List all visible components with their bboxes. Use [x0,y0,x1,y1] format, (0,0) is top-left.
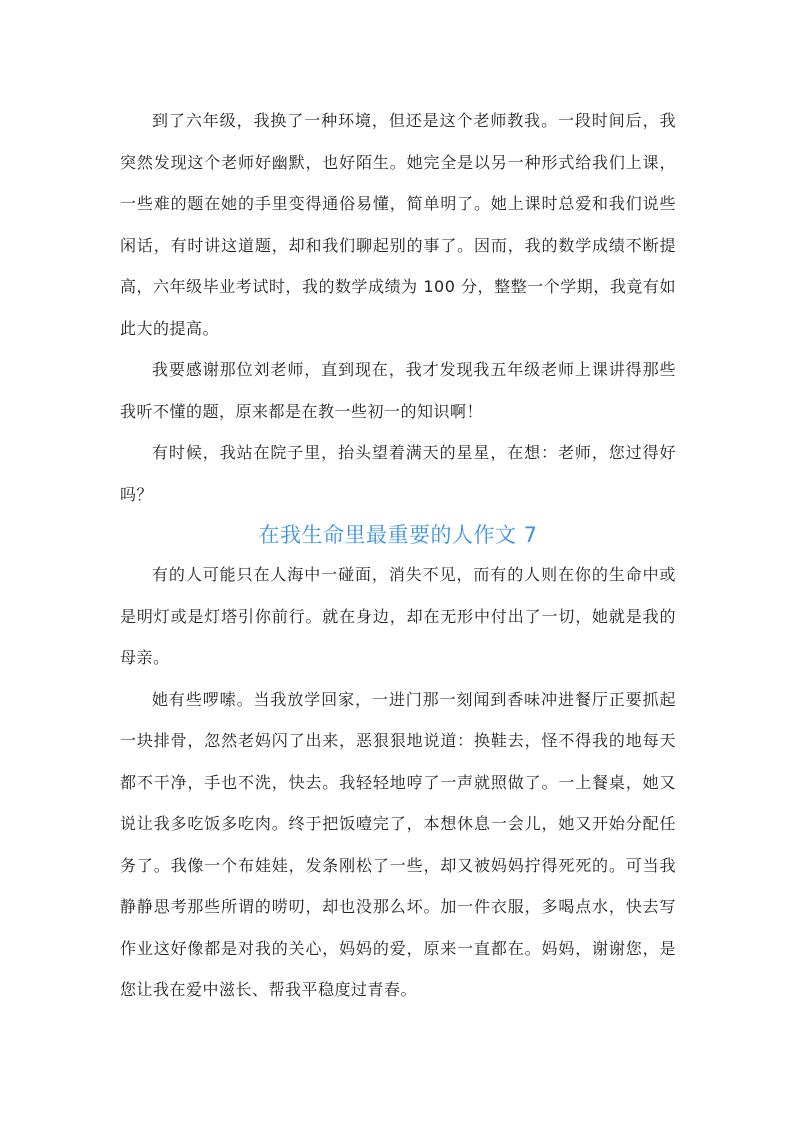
paragraph-thanks-teacher: 我要感谢那位刘老师，直到现在，我才发现我五年级老师上课讲得那些我听不懂的题，原来都是在教一些初一的知识啊！ [120,360,676,421]
paragraph-mother-nagging: 她有些啰嗦。当我放学回家，一进门那一刻闻到香味冲进餐厅正要抓起一块排骨，忽然老妈闪了出来，恶狠狠地说道：换鞋去，怪不得我的地每天都不干净，手也不洗，快去。我轻轻地哼了一声就照做了。一上餐桌，她又说让我多吃饭多吃肉。终于把饭噎完了，本想休息一会儿，她又开始分配任务了。我像一个布娃娃，发条刚松了一些，却又被妈妈拧得死死的。可当我静静思考那些所谓的唠叨，却也没那么坏。加一件衣服，多喝点水，快去写作业这好像都是对我的关心，妈妈的爱，原来一直都在。妈妈，谢谢您，是您让我在爱中滋长、帮我平稳度过青春。 [120,689,676,999]
paragraph-mother-intro: 有的人可能只在人海中一碰面，消失不见，而有的人则在你的生命中或是明灯或是灯塔引你前行。就在身边，却在无形中付出了一切，她就是我的母亲。 [120,565,676,667]
paragraph-stars: 有时候，我站在院子里，抬头望着满天的星星，在想：老师，您过得好吗？ [120,443,676,504]
paragraph-grade-six: 到了六年级，我换了一种环境，但还是这个老师教我。一段时间后，我突然发现这个老师好幽默，也好陌生。她完全是以另一种形式给我们上课，一些难的题在她的手里变得通俗易懂，简单明了。她上课时总爱和我们说些闲话，有时讲这道题，却和我们聊起别的事了。因而，我的数学成绩不断提高，六年级毕业考试时，我的数学成绩为 100 分，整整一个学期，我竟有如此大的提高。 [120,111,676,338]
document-body [120,100,676,1011]
section-title: 在我生命里最重要的人作文 7 [258,523,538,547]
